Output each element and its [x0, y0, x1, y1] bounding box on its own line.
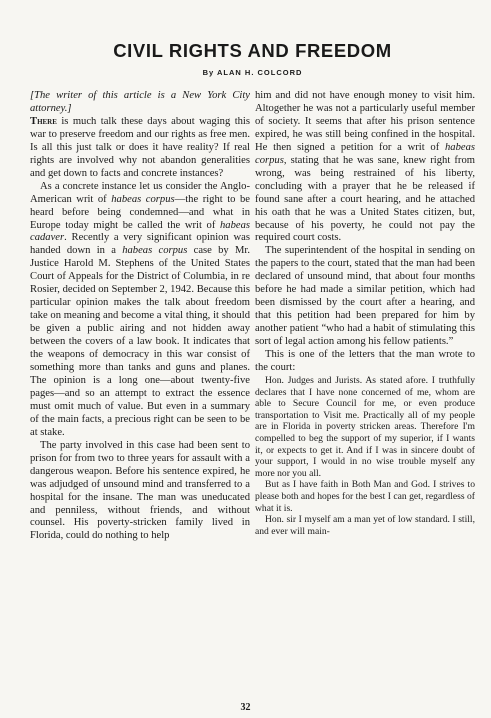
paragraph — [30, 116, 250, 181]
right-column — [255, 90, 475, 543]
article-body — [30, 90, 475, 543]
editor-note — [30, 90, 250, 116]
paragraph-text: case by Mr. Justice Harold M. Stephens of the United States Court of Appeals for the District of Columbia, in re Rosier, decided on September 2, 1942. Because this particular opinion makes the talk about freedom take on meaning and become a vital thing, it should be given a public airing and not hidden away between the covers of a law book. It indicates that the weapons of democracy in this war consist of something more than tanks and guns and planes. The opinion is a long one—about twenty-five pages—and so an attempt to extract the essence must omit much of value. But even in a summary of the main facts, a precious right can be seen to be at stake. — [30, 245, 251, 438]
paragraph: The party involved in this case had been sent to prison for from two to three years for assault with a dangerous weapon. Before his sentence expired, he was adjudged of unsound mind and transferred to a hospital for the insane. The man was uneducated and penniless, without friends, and without counsel. His poverty-stricken family lived in Florida, could do nothing to help — [30, 439, 250, 542]
paragraph-text: As a concrete instance let us consider the Anglo-American writ of — [30, 180, 250, 205]
paragraph-text: is much talk these days about waging this war to preserve freedom and our rights as free men. Is all this just talk or does it have reality? If real rights are involved why not abandon generalities and get down to facts and concrete instances? — [30, 115, 250, 179]
italic-term: habeas corpus — [111, 193, 175, 205]
italic-term: habeas corpus — [122, 245, 188, 257]
lead-word: There — [30, 115, 57, 127]
paragraph-text: him and did not have enough money to visit him. Altogether he was not a particularly useful member of society. It seems that after his prison sentence expired, he was still being confined in the hospital. He then signed a petition for a writ of — [255, 90, 475, 153]
quoted-letter: Hon. Judges and Jurists. As stated afore. I truthfully declares that I have none concerned of me, whom are able to Secure Council for me, or even produce transportation to Visit me. Practically all of my people are in Florida in poverty stricken areas. Therefore I'm compelled to beg the support of my superior, if I wants it, or expects to get it. And if I was in sincere doubt of your support, I would in no wise trouble myself any more nor you all. — [255, 374, 475, 479]
paragraph-text: —the right to be heard before being condemned—and what in Europe today might be called the writ of — [30, 193, 251, 231]
paragraph: The superintendent of the hospital in sending on the papers to the court, stated that the man had been declared of unsound mind, that about four months before he had made a similar petition, which had been dismissed by the court after a hearing, and that this petition had been prepared for him by another patient “who had a habit of stimulating this sort of legal action among his fellow patients.” — [255, 245, 475, 348]
paragraph: This is one of the letters that the man wrote to the court: — [255, 349, 475, 374]
editor-note-text: [The writer of this article is a New York City attorney.] — [30, 90, 250, 114]
article-byline: By ALAN H. COLCORD — [202, 68, 303, 77]
quoted-letter: But as I have faith in Both Man and God. I strives to please both and hopes for the best I can get, regardless of what it is. — [255, 479, 475, 514]
left-column — [30, 90, 250, 543]
page-number: 32 — [240, 702, 251, 713]
paragraph-text: . Recently a very significant opinion was handed down in a — [30, 232, 250, 257]
quoted-letter: Hon. sir I myself am a man yet of low standard. I still, and ever will main- — [255, 514, 475, 537]
paragraph-text: , stating that he was sane, knew right from wrong, was being restrained of his liberty, concluding with a prayer that he be released if found sane after a court hearing, and he attached his oath that he was a United States citizen, but, because of his poverty, he could not pay the required court costs. — [255, 154, 475, 244]
italic-term: habeas cadaver — [30, 219, 250, 244]
italic-term: habeas corpus — [255, 141, 475, 166]
article-title: CIVIL RIGHTS AND FREEDOM — [113, 40, 392, 61]
paragraph — [30, 181, 250, 440]
paragraph — [255, 90, 475, 245]
